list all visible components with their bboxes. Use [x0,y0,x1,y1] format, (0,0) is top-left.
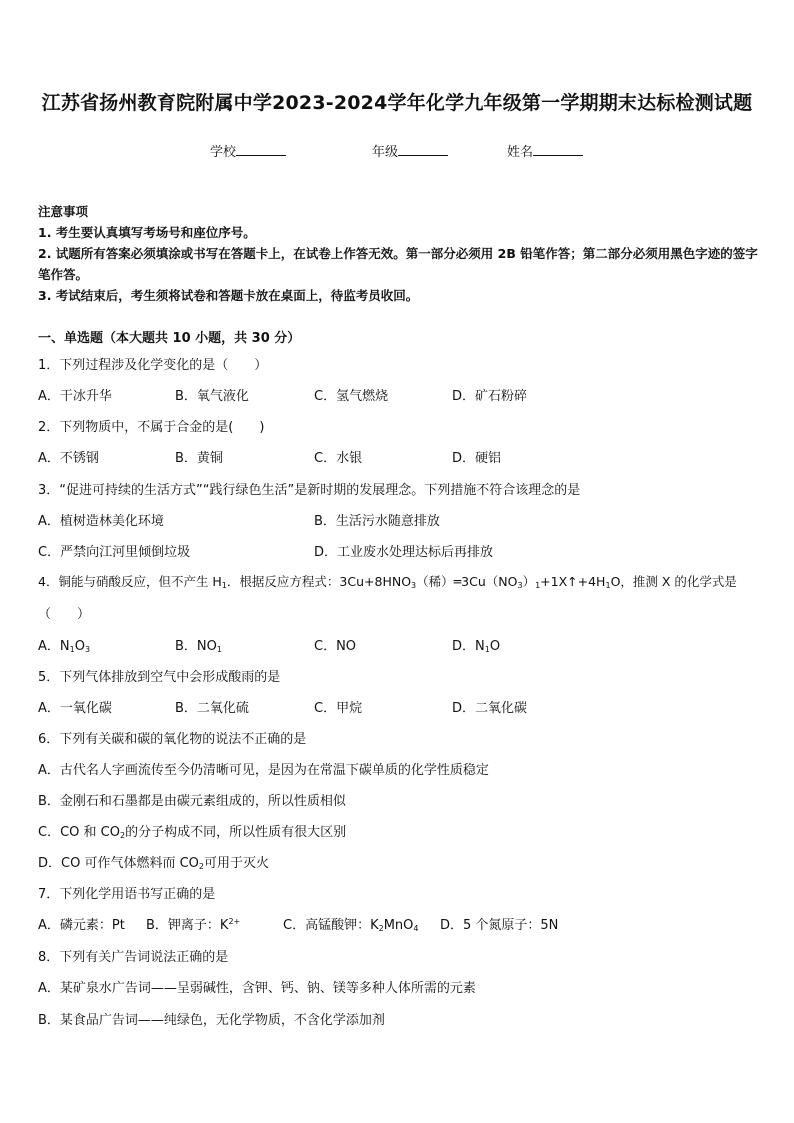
q8-option-b: B．某食品广告词——纯绿色，无化学物质，不含化学添加剂 [38,1013,385,1028]
q4-option-d [452,635,500,654]
q1-option-c: C．氢气燃烧 [314,389,389,404]
q7-option-c-text: C．高锰酸钾：K [283,918,379,933]
q8-stem: 8．下列有关广告词说法正确的是 [38,950,229,965]
q4-option-a-text: A．N [38,639,70,654]
q4-stem-part: ） [522,574,536,589]
q6-option-c [38,821,346,840]
q2-option-b: B．黄铜 [175,451,223,466]
q7-option-c-subscript: 4 [413,924,419,933]
q2-option-d: D．硬铝 [452,451,502,466]
q4-option-b [175,635,222,654]
q7-option-d: D．5 个氮原子：5N [440,918,559,933]
q3-option-d: D．工业废水处理达标后再排放 [314,545,494,560]
q4-stem-part: +1X↑+4H [540,574,606,589]
q4-stem-part: 4．铜能与硝酸反应，但不产生 H [38,574,222,589]
q4-option-b-text: B．NO [175,639,217,654]
q4-stem-subscript: 1 [535,581,541,590]
q6-stem: 6．下列有关碳和碳的氧化物的说法不正确的是 [38,732,307,747]
q3-stem: 3．“促进可持续的生活方式”“践行绿色生活”是新时期的发展理念。下列措施不符合该理念的是 [38,483,581,498]
q5-option-b: B．二氧化硫 [175,701,249,716]
q6-option-c-text: 的分子构成不同，所以性质有很大区别 [125,825,347,840]
q7-option-b [146,914,240,933]
q4-stem-part: ．根据反应方程式：3Cu+8HNO [226,574,412,589]
q4-stem-part: O，推测 X 的化学式是 [610,574,737,589]
q4-option-a-text: O [74,639,85,654]
q5-stem: 5．下列气体排放到空气中会形成酸雨的是 [38,670,281,685]
grade-blank [398,142,448,156]
q6-option-d-text: D．CO 可作气体燃料而 CO [38,856,199,871]
q4-option-d-text: D．N [452,639,485,654]
q7-option-c-subscript: 2 [378,924,384,933]
q6-option-d-text: 可用于灭火 [204,856,270,871]
q4-option-b-subscript: 1 [216,645,222,654]
q5-option-c: C．甲烷 [314,701,363,716]
q4-stem-subscript: 3 [517,581,523,590]
q7-option-c-text: MnO [383,918,414,933]
q1-stem: 1．下列过程涉及化学变化的是（ ） [38,358,268,373]
q7-option-b-superscript: 2+ [228,917,241,926]
notes-heading: 注意事项 [38,204,89,219]
q4-option-a [38,635,90,654]
q4-stem-subscript: 1 [605,581,611,590]
notes-item-2: 2. 试题所有答案必须填涂或书写在答题卡上，在试卷上作答无效。第一部分必须用 2B 铅笔作答；第二部分必须用黑色字迹的签字笔作答。 [38,246,758,282]
q4-stem [38,572,737,590]
exam-title: 江苏省扬州教育院附属中学2023-2024学年化学九年级第一学期期末达标检测试题 [41,92,753,114]
q5-option-d: D．二氧化碳 [452,701,528,716]
q4-option-a-subscript: 3 [84,645,91,654]
q3-option-b: B．生活污水随意排放 [314,514,440,529]
q4-stem-subscript: 1 [221,581,227,590]
school-label: 学校 [210,145,237,160]
q6-option-d-subscript: 2 [198,862,204,871]
q6-option-b: B．金刚石和石墨都是由碳元素组成的，所以性质相似 [38,794,346,809]
name-field [507,141,583,160]
name-blank [533,142,583,156]
notes-block [38,201,763,306]
q3-option-c: C．严禁向江河里倾倒垃圾 [38,545,191,560]
q4-option-c: C．NO [314,639,357,654]
q7-stem: 7．下列化学用语书写正确的是 [38,887,216,902]
q4-stem-subscript: 3 [411,581,417,590]
q4-option-d-text: O [489,639,501,654]
q1-option-a: A．干冰升华 [38,389,112,404]
q8-option-a: A．某矿泉水广告词——呈弱碱性，含钾、钙、钠、镁等多种人体所需的元素 [38,981,476,996]
q5-option-a: A．一氧化碳 [38,701,112,716]
q7-option-b-text: B．钾离子：K [146,918,229,933]
q4-stem-part: （稀）═3Cu（NO [416,574,518,589]
notes-item-1: 1. 考生要认真填写考场号和座位序号。 [38,225,256,240]
q4-option-a-subscript: 1 [69,645,75,654]
q6-option-d [38,852,269,871]
grade-label: 年级 [372,145,399,160]
name-label: 姓名 [507,145,534,160]
grade-field [372,141,448,160]
q2-stem: 2．下列物质中，不属于合金的是( ) [38,420,265,435]
q7-option-c [283,914,419,933]
q6-option-a: A．古代名人字画流传至今仍清晰可见，是因为在常温下碳单质的化学性质稳定 [38,763,489,778]
school-blank [236,142,286,156]
q2-option-c: C．水银 [314,451,363,466]
school-field [210,141,286,160]
q6-option-c-text: C．CO 和 CO [38,825,120,840]
q1-option-b: B．氧气液化 [175,389,249,404]
q2-option-a: A．不锈钢 [38,451,99,466]
q6-option-c-subscript: 2 [119,831,126,840]
q3-option-a: A．植树造林美化环境 [38,514,164,529]
section-heading: 一、单选题（本大题共 10 小题，共 30 分） [38,331,301,346]
q4-option-d-subscript: 1 [484,645,490,654]
notes-item-3: 3. 考试结束后，考生须将试卷和答题卡放在桌面上，待监考员收回。 [38,288,419,303]
q7-option-a: A．磷元素：Pt [38,918,125,933]
q1-option-d: D．矿石粉碎 [452,389,528,404]
q4-stem-line-2: （ ） [38,607,91,622]
